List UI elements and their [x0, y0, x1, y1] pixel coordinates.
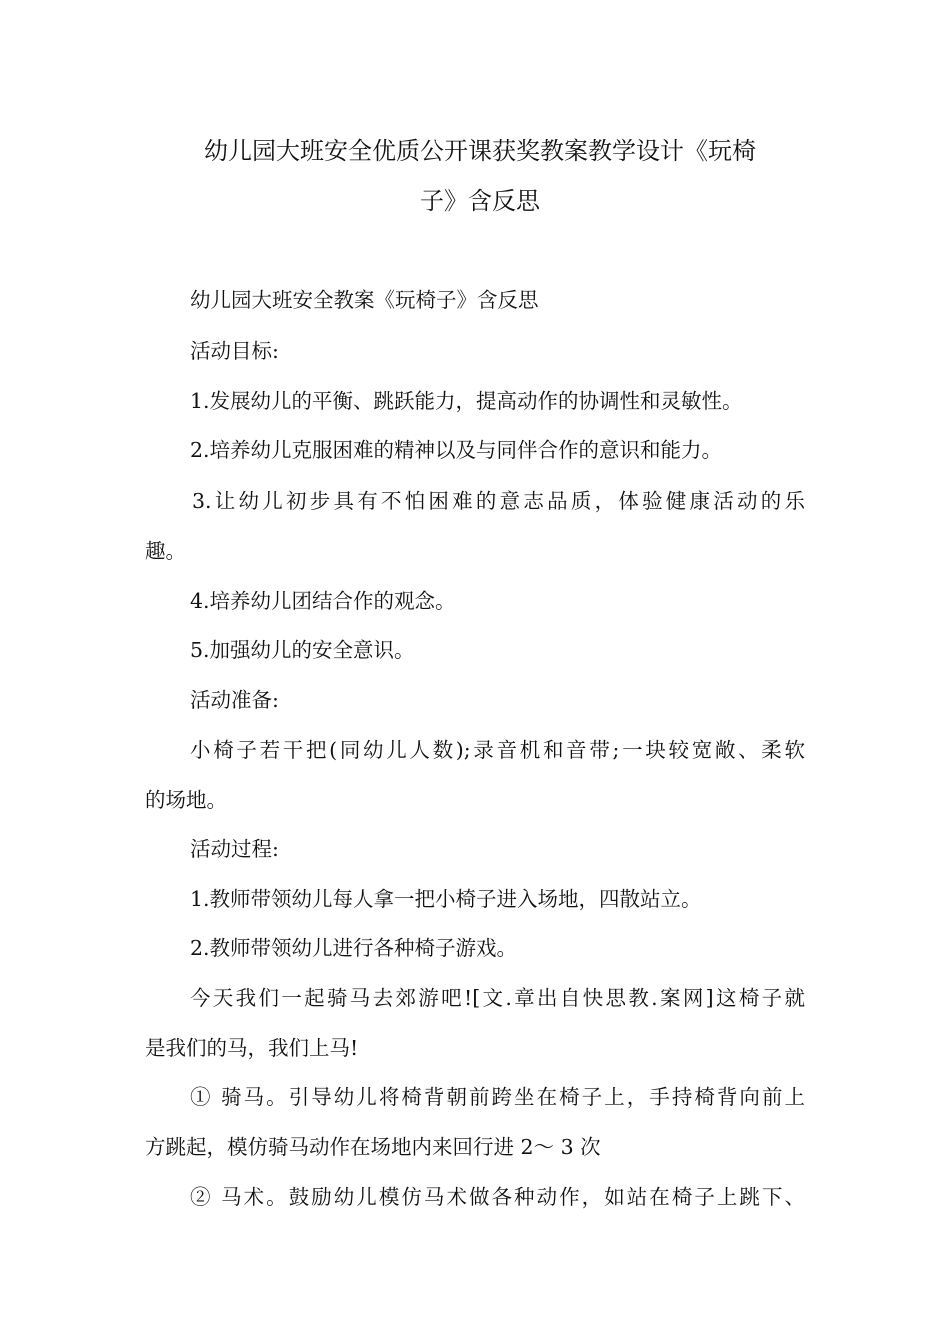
activity-riding: ① 骑马。引导幼儿将椅背朝前跨坐在椅子上，手持椅背向前上 [190, 1085, 805, 1109]
goal-item-4: 4.培养幼儿团结合作的观念。 [190, 589, 456, 613]
document-title-line-1: 幼儿园大班安全优质公开课获奖教案教学设计《玩椅 [204, 137, 756, 165]
preparation-text: 小椅子若干把(同幼儿人数);录音机和音带;一块较宽敞、柔软 [190, 738, 805, 762]
activity-riding-continued: 方跳起，模仿骑马动作在场地内来回行进 2～ 3 次 [145, 1135, 601, 1159]
document-title-line-2: 子》含反思 [420, 187, 540, 215]
process-paragraph-continued: 是我们的马，我们上马! [145, 1036, 359, 1060]
section-heading-process: 活动过程: [190, 837, 279, 861]
activity-horsemanship: ② 马术。鼓励幼儿模仿马术做各种动作，如站在椅子上跳下、 [190, 1185, 805, 1209]
process-paragraph: 今天我们一起骑马去郊游吧![文.章出自快思教.案网]这椅子就 [190, 986, 805, 1010]
goal-item-1: 1.发展幼儿的平衡、跳跃能力，提高动作的协调性和灵敏性。 [190, 389, 743, 413]
goal-item-3: 3.让幼儿初步具有不怕困难的意志品质，体验健康活动的乐 [192, 489, 805, 513]
goal-item-2: 2.培养幼儿克服困难的精神以及与同伴合作的意识和能力。 [190, 438, 723, 462]
goal-item-5: 5.加强幼儿的安全意识。 [190, 638, 415, 662]
process-step-2: 2.教师带领幼儿进行各种椅子游戏。 [190, 936, 518, 960]
process-step-1: 1.教师带领幼儿每人拿一把小椅子进入场地，四散站立。 [190, 887, 702, 911]
goal-item-3-continued: 趣。 [145, 539, 186, 563]
subtitle-line: 幼儿园大班安全教案《玩椅子》含反思 [190, 288, 539, 312]
preparation-text-continued: 的场地。 [145, 788, 227, 812]
section-heading-preparation: 活动准备: [190, 688, 279, 712]
section-heading-goals: 活动目标: [190, 339, 279, 363]
